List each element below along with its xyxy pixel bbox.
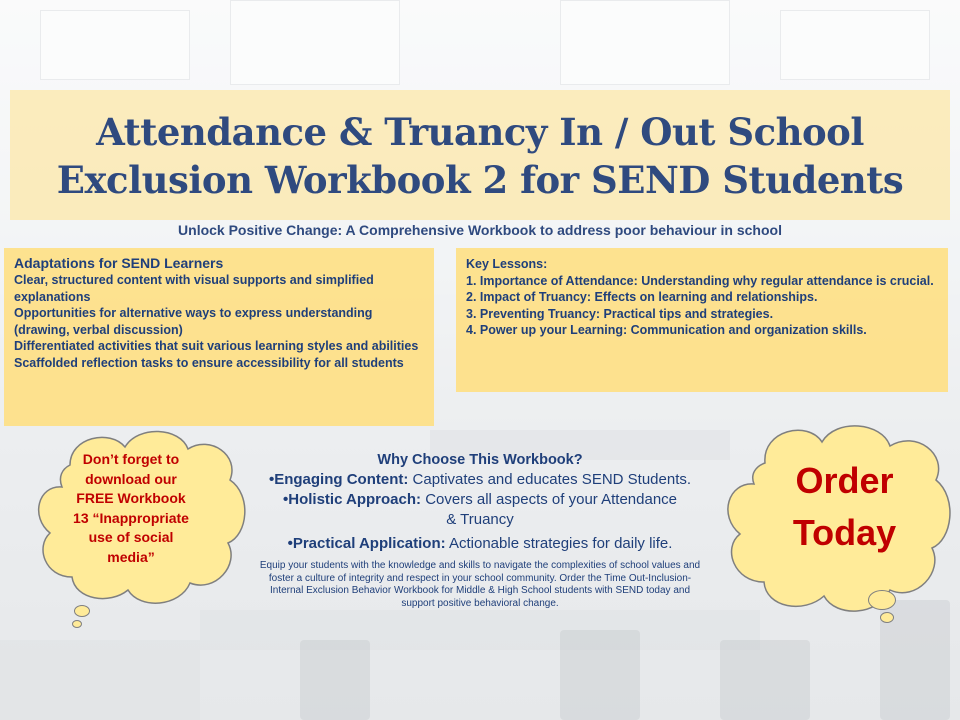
adaptations-box — [4, 248, 434, 426]
page-title — [0, 108, 960, 204]
why-heading: Why Choose This Workbook? — [377, 452, 583, 468]
adaptations-heading: Adaptations for SEND Learners — [14, 255, 224, 271]
key-lessons-heading: Key Lessons: — [466, 257, 548, 271]
why-item: •Practical Application: Actionable strategies for daily life. — [287, 535, 673, 552]
why-description: Equip your students with the knowledge and skills to navigate the complexities of school values and foster a culture of integrity and respect in your school community. Order the Time Out-Inclusion- Internal Exclusion Behavior Workbook for Middle & High School students with SEND today and support positive behavioral change. — [259, 560, 701, 609]
free-workbook-text[interactable]: Don’t forget to download our FREE Workbook 13 “Inappropriate use of social media” — [73, 451, 189, 565]
adaptation-item: Differentiated activities that suit various learning styles and abilities — [14, 339, 419, 353]
why-item: •Engaging Content: Captivates and educates SEND Students. — [268, 471, 692, 488]
key-lesson-item: 3. Preventing Truancy: Practical tips and strategies. — [466, 306, 774, 321]
thought-bubble — [880, 612, 894, 623]
adaptation-item: Scaffolded reflection tasks to ensure accessibility for all students — [14, 355, 404, 370]
subtitle: Unlock Positive Change: A Comprehensive Workbook to address poor behaviour in school — [178, 222, 782, 238]
key-lessons-box — [456, 248, 948, 392]
why-item: •Holistic Approach: Covers all aspects of your Attendance & Truancy — [282, 491, 678, 528]
thought-bubble — [868, 590, 896, 610]
key-lesson-item: 4. Power up your Learning: Communication and organization skills. — [466, 323, 867, 337]
why-choose-section — [240, 450, 720, 610]
thought-bubble — [72, 620, 82, 628]
key-lesson-item: 1. Importance of Attendance: Understanding why regular attendance is crucial. — [466, 273, 934, 288]
thought-bubble — [74, 605, 90, 617]
title-line-2: Exclusion Workbook 2 for SEND Students — [56, 158, 904, 202]
title-line-1: Attendance & Truancy In / Out School — [96, 110, 864, 154]
order-today-button[interactable]: Order Today — [792, 460, 897, 553]
key-lesson-item: 2. Impact of Truancy: Effects on learning and relationships. — [466, 290, 818, 304]
adaptation-item: Clear, structured content with visual supports and simplified explanations — [14, 273, 374, 304]
adaptation-item: Opportunities for alternative ways to express understanding (drawing, verbal discussion) — [14, 306, 373, 337]
